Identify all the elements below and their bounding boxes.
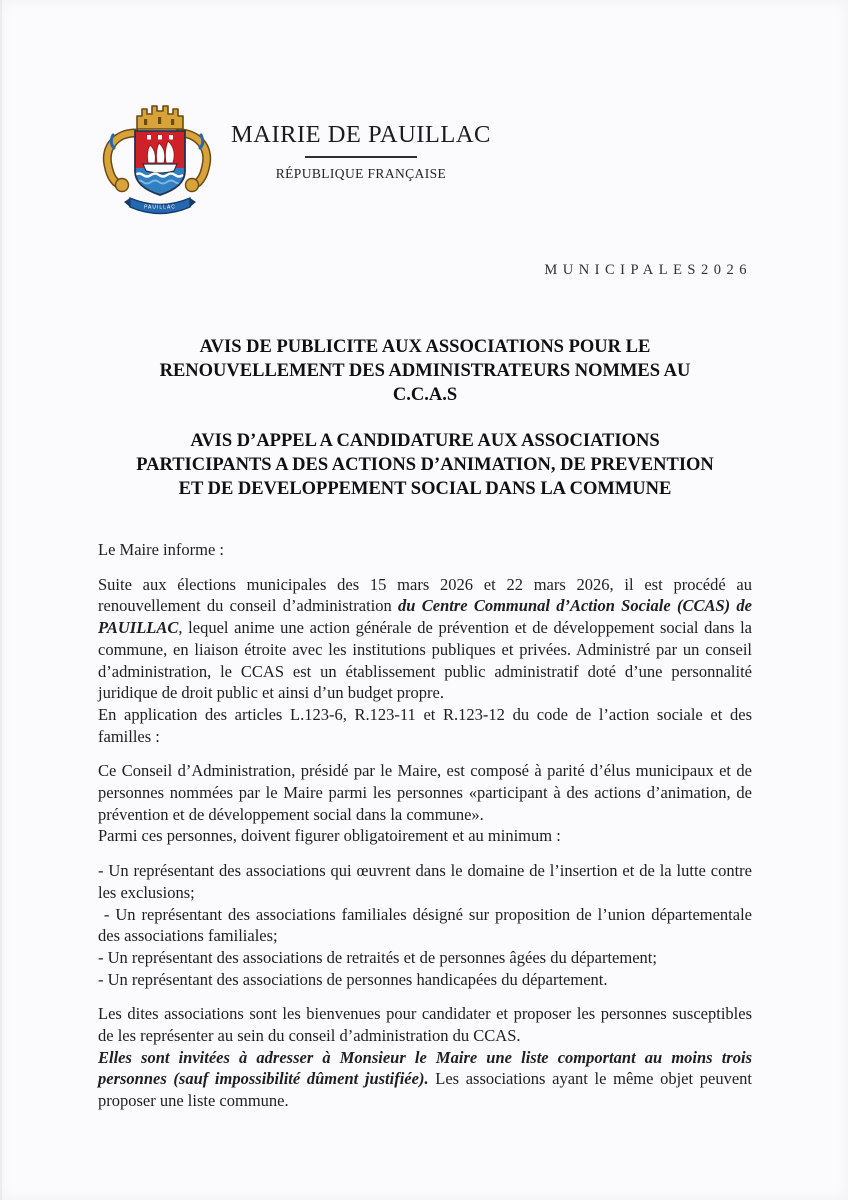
document-body: [98, 539, 752, 1112]
text-run: - Un représentant des associations de personnes handicapées du département.: [98, 969, 608, 989]
paragraph: [98, 539, 752, 561]
paragraph: [98, 825, 752, 847]
text-run: Suite aux élections municipales des 15 mars 2026 et 22 mars 2026, il est procédé au renouvellement du conseil d’administration: [98, 574, 752, 616]
paragraph: [98, 969, 752, 991]
banner-text: PAUILLAC: [144, 204, 176, 211]
paragraph: [98, 904, 752, 947]
notice-headings: [98, 335, 752, 501]
text-run: , lequel anime une action générale de prévention et de développement social dans la commune, en liaison étroite avec les institutions publiques et privées. Administré par un conseil d’administration, le CCAS est un établissement public administratif doté d’une personnalité juridique de droit public et ainsi d’un budget propre.: [98, 618, 752, 703]
letterhead-divider: [305, 156, 417, 158]
paragraph: [98, 1003, 752, 1046]
text-run: Ce Conseil d’Administration, présidé par le Maire, est composé à parité d’élus municipaux et de personnes nommées par le Maire parmi les personnes «participant à des actions d’animation, de prévention et de développement social dans la commune».: [98, 761, 752, 824]
paragraph: [98, 574, 752, 704]
paragraph: [98, 760, 752, 825]
emphasis-text: Elles sont invitées à adresser à Monsieur le Maire une liste comportant au moins trois personnes (sauf impossibilité dûment justifiée).: [98, 1047, 752, 1089]
org-name: MAIRIE DE PAUILLAC: [231, 121, 491, 148]
banner-ribbon-icon: [124, 198, 196, 214]
paragraph: [98, 1047, 752, 1112]
emphasis-text: du Centre Communal d’Action Sociale (CCAS) de PAUILLAC: [98, 596, 752, 638]
text-run: En application des articles L.123-6, R.123-11 et R.123-12 du code de l’action sociale et des familles :: [98, 704, 752, 746]
pauillac-coat-of-arms-icon: [97, 95, 217, 220]
republic-label: RÉPUBLIQUE FRANÇAISE: [275, 166, 447, 181]
shield-icon: [135, 131, 185, 195]
text-run: - Un représentant des associations familiales désigné sur proposition de l’union départementale des associations familiales;: [98, 904, 752, 946]
letterhead: [97, 95, 848, 220]
text-run: - Un représentant des associations de retraités et de personnes âgées du département;: [98, 947, 657, 967]
paragraph: [98, 860, 752, 903]
text-run: Le Maire informe :: [98, 540, 224, 559]
notice-title: AVIS D’APPEL A CANDIDATURE AUX ASSOCIATIONS PARTICIPANTS A DES ACTIONS D’ANIMATION, DE PREVENTION ET DE DEVELOPPEMENT SOCIAL DANS LA COMMUNE: [136, 431, 714, 499]
mural-crown-icon: [137, 106, 183, 129]
text-run: - Un représentant des associations qui œuvrent dans le domaine de l’insertion et de la lutte contre les exclusions;: [98, 861, 752, 902]
text-run: Parmi ces personnes, doivent figurer obligatoirement et au minimum :: [98, 826, 561, 846]
paragraph: [98, 947, 752, 969]
campaign-label: MUNICIPALES2026: [544, 262, 752, 278]
notice-title: AVIS DE PUBLICITE AUX ASSOCIATIONS POUR LE RENOUVELLEMENT DES ADMINISTRATEURS NOMMES AU C.C.A.S: [159, 337, 691, 405]
letterhead-text: [231, 95, 491, 220]
ornament-left-icon: [107, 133, 135, 192]
text-run: Les dites associations sont les bienvenues pour candidater et proposer les personnes susceptibles de les représenter au sein du conseil d’administration du CCAS.: [98, 1004, 752, 1046]
text-run: Les associations ayant le même objet peuvent proposer une liste commune.: [98, 1069, 752, 1111]
paragraph: [98, 704, 752, 747]
